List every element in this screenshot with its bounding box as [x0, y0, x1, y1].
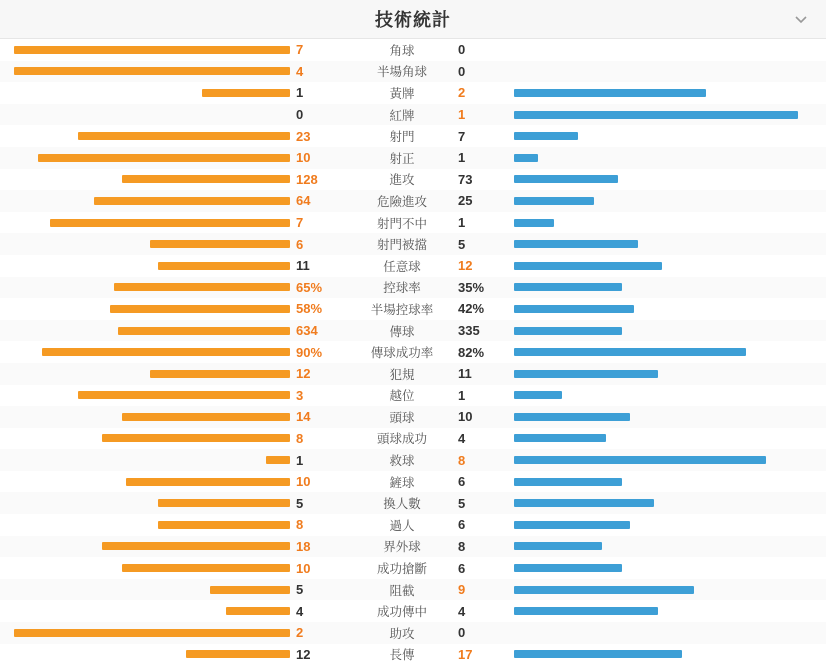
- stat-label: 界外球: [383, 540, 421, 555]
- away-bar: [514, 650, 682, 658]
- page-title: 技術統計: [375, 10, 451, 30]
- away-bar-cell: [514, 471, 826, 493]
- away-bar-cell: [514, 320, 826, 342]
- stat-label: 越位: [389, 389, 415, 404]
- stat-label: 阻截: [389, 583, 415, 598]
- stat-label: 角球: [389, 43, 415, 58]
- home-bar: [266, 456, 290, 464]
- home-bar: [122, 564, 290, 572]
- away-value: 0: [458, 42, 466, 58]
- home-value: 58%: [296, 301, 323, 317]
- home-bar-cell: [0, 169, 290, 191]
- away-value: 4: [458, 603, 466, 619]
- stat-label: 成功傳中: [376, 605, 427, 620]
- stat-row: [0, 385, 826, 407]
- stat-row: [0, 363, 826, 385]
- home-bar-cell: [0, 104, 290, 126]
- stat-label: 換人數: [383, 497, 421, 512]
- stat-row: [0, 622, 826, 644]
- home-value: 10: [296, 474, 311, 490]
- home-value: 1: [296, 85, 304, 101]
- away-value: 8: [458, 538, 466, 554]
- away-bar-cell: [514, 298, 826, 320]
- home-bar: [42, 348, 290, 356]
- away-bar-cell: [514, 39, 826, 61]
- home-bar: [202, 89, 290, 97]
- away-bar: [514, 478, 622, 486]
- home-bar-cell: [0, 363, 290, 385]
- away-value: 8: [458, 452, 466, 468]
- home-value: 2: [296, 625, 304, 641]
- stat-row: [0, 190, 826, 212]
- stat-row: [0, 104, 826, 126]
- home-bar: [38, 154, 290, 162]
- home-bar-cell: [0, 190, 290, 212]
- away-value: 0: [458, 63, 466, 79]
- stat-label: 射門被擋: [376, 238, 427, 253]
- away-value: 7: [458, 128, 466, 144]
- home-bar: [186, 650, 290, 658]
- home-bar-cell: [0, 514, 290, 536]
- stat-label: 危險進攻: [376, 194, 427, 209]
- home-value: 18: [296, 538, 311, 554]
- home-bar-cell: [0, 212, 290, 234]
- home-bar-cell: [0, 341, 290, 363]
- away-value: 9: [458, 582, 466, 598]
- stat-row: [0, 233, 826, 255]
- stat-row: [0, 147, 826, 169]
- away-value: 5: [458, 495, 466, 511]
- away-value: 1: [458, 215, 466, 231]
- away-value: 6: [458, 474, 466, 490]
- home-bar-cell: [0, 471, 290, 493]
- away-value: 11: [458, 366, 472, 382]
- stat-label: 射門: [389, 130, 415, 145]
- away-bar: [514, 413, 630, 421]
- panel-header[interactable]: [0, 0, 826, 39]
- away-value: 10: [458, 409, 473, 425]
- away-value: 73: [458, 171, 473, 187]
- away-bar-cell: [514, 169, 826, 191]
- home-bar: [14, 46, 290, 54]
- home-value: 64: [296, 193, 311, 209]
- home-value: 7: [296, 42, 304, 58]
- away-bar-cell: [514, 514, 826, 536]
- home-bar: [14, 67, 290, 75]
- away-bar-cell: [514, 341, 826, 363]
- stat-label: 頭球成功: [376, 432, 427, 447]
- away-value: 6: [458, 517, 466, 533]
- home-bar-cell: [0, 622, 290, 644]
- away-bar-cell: [514, 147, 826, 169]
- home-bar-cell: [0, 579, 290, 601]
- away-value: 1: [458, 387, 466, 403]
- home-value: 11: [296, 258, 310, 274]
- away-bar: [514, 499, 654, 507]
- away-value: 25: [458, 193, 473, 209]
- stat-row: [0, 169, 826, 191]
- home-value: 5: [296, 495, 304, 511]
- stat-label: 半場角球: [376, 65, 427, 80]
- away-bar: [514, 197, 594, 205]
- stat-label: 過人: [389, 518, 415, 533]
- home-bar: [126, 478, 290, 486]
- home-value: 6: [296, 236, 304, 252]
- home-bar: [122, 413, 290, 421]
- home-value: 5: [296, 582, 304, 598]
- stat-label: 任意球: [383, 259, 421, 274]
- home-bar-cell: [0, 39, 290, 61]
- stat-row: [0, 212, 826, 234]
- chevron-down-icon[interactable]: [794, 12, 808, 26]
- away-bar-cell: [514, 622, 826, 644]
- stat-label: 成功搶斷: [376, 562, 427, 577]
- stat-row: [0, 492, 826, 514]
- away-bar-cell: [514, 492, 826, 514]
- away-bar-cell: [514, 406, 826, 428]
- away-value: 42%: [458, 301, 485, 317]
- stat-row: [0, 82, 826, 104]
- home-value: 7: [296, 215, 304, 231]
- home-bar-cell: [0, 233, 290, 255]
- stats-rows: [0, 39, 826, 665]
- away-bar: [514, 456, 766, 464]
- stat-row: [0, 579, 826, 601]
- away-value: 6: [458, 560, 466, 576]
- stat-row: [0, 320, 826, 342]
- away-value: 2: [458, 85, 466, 101]
- home-bar: [110, 305, 290, 313]
- home-bar-cell: [0, 449, 290, 471]
- stat-row: [0, 428, 826, 450]
- home-value: 3: [296, 387, 304, 403]
- stat-label: 救球: [389, 454, 415, 469]
- stat-row: [0, 557, 826, 579]
- away-bar-cell: [514, 125, 826, 147]
- away-bar: [514, 327, 622, 335]
- home-value: 10: [296, 560, 311, 576]
- away-bar-cell: [514, 61, 826, 83]
- away-bar: [514, 542, 602, 550]
- away-bar-cell: [514, 82, 826, 104]
- away-value: 35%: [458, 279, 485, 295]
- away-bar: [514, 564, 622, 572]
- away-bar: [514, 240, 638, 248]
- stat-row: [0, 644, 826, 666]
- away-bar-cell: [514, 104, 826, 126]
- stat-label: 鏟球: [389, 475, 415, 490]
- home-bar-cell: [0, 557, 290, 579]
- stat-row: [0, 277, 826, 299]
- home-bar-cell: [0, 385, 290, 407]
- stat-row: [0, 341, 826, 363]
- home-bar: [94, 197, 290, 205]
- home-value: 90%: [296, 344, 323, 360]
- stat-label: 傳球: [389, 324, 415, 339]
- home-bar-cell: [0, 644, 290, 666]
- home-bar-cell: [0, 428, 290, 450]
- stat-row: [0, 514, 826, 536]
- stat-label: 射正: [389, 151, 415, 166]
- away-bar-cell: [514, 579, 826, 601]
- away-bar: [514, 607, 658, 615]
- away-bar: [514, 586, 694, 594]
- home-bar-cell: [0, 82, 290, 104]
- home-value: 634: [296, 323, 318, 339]
- stat-row: [0, 39, 826, 61]
- home-bar-cell: [0, 125, 290, 147]
- away-bar-cell: [514, 190, 826, 212]
- away-bar-cell: [514, 212, 826, 234]
- home-bar-cell: [0, 406, 290, 428]
- away-bar-cell: [514, 557, 826, 579]
- home-value: 65%: [296, 279, 323, 295]
- away-bar-cell: [514, 233, 826, 255]
- home-value: 14: [296, 409, 311, 425]
- home-value: 23: [296, 128, 311, 144]
- away-bar-cell: [514, 385, 826, 407]
- home-value: 0: [296, 107, 304, 123]
- away-bar: [514, 370, 658, 378]
- away-bar-cell: [514, 277, 826, 299]
- home-bar-cell: [0, 320, 290, 342]
- away-bar: [514, 521, 630, 529]
- home-bar: [158, 262, 290, 270]
- home-bar: [14, 629, 290, 637]
- stat-label: 紅牌: [389, 108, 415, 123]
- away-value: 12: [458, 258, 473, 274]
- stat-row: [0, 471, 826, 493]
- home-value: 10: [296, 150, 311, 166]
- home-bar: [158, 499, 290, 507]
- home-value: 8: [296, 430, 304, 446]
- home-bar: [78, 132, 290, 140]
- stat-row: [0, 600, 826, 622]
- home-value: 8: [296, 517, 304, 533]
- away-bar: [514, 434, 606, 442]
- away-bar-cell: [514, 644, 826, 666]
- stat-row: [0, 406, 826, 428]
- home-bar: [102, 542, 290, 550]
- away-bar-cell: [514, 255, 826, 277]
- away-bar-cell: [514, 536, 826, 558]
- away-bar: [514, 132, 578, 140]
- away-bar-cell: [514, 600, 826, 622]
- home-bar-cell: [0, 492, 290, 514]
- away-value: 0: [458, 625, 466, 641]
- away-bar-cell: [514, 428, 826, 450]
- home-bar-cell: [0, 255, 290, 277]
- away-value: 82%: [458, 344, 485, 360]
- away-bar: [514, 305, 634, 313]
- away-bar-cell: [514, 449, 826, 471]
- away-bar: [514, 283, 622, 291]
- stat-label: 頭球: [389, 410, 415, 425]
- home-value: 12: [296, 366, 311, 382]
- home-bar: [150, 240, 290, 248]
- away-bar: [514, 154, 538, 162]
- home-bar: [102, 434, 290, 442]
- stat-label: 傳球成功率: [370, 346, 434, 361]
- home-bar-cell: [0, 298, 290, 320]
- home-bar: [78, 391, 290, 399]
- home-value: 12: [296, 646, 311, 662]
- away-bar: [514, 89, 706, 97]
- away-value: 5: [458, 236, 466, 252]
- away-value: 1: [458, 150, 466, 166]
- away-value: 335: [458, 323, 480, 339]
- home-bar-cell: [0, 536, 290, 558]
- away-bar-cell: [514, 363, 826, 385]
- stat-label: 助攻: [389, 626, 415, 641]
- away-value: 17: [458, 646, 473, 662]
- home-bar: [118, 327, 290, 335]
- home-value: 4: [296, 603, 304, 619]
- home-value: 1: [296, 452, 304, 468]
- away-bar: [514, 175, 618, 183]
- stat-label: 半場控球率: [370, 302, 434, 317]
- stat-label: 射門不中: [376, 216, 427, 231]
- home-value: 4: [296, 63, 304, 79]
- home-bar-cell: [0, 600, 290, 622]
- home-value: 128: [296, 171, 318, 187]
- home-bar: [226, 607, 290, 615]
- stat-label: 黃牌: [389, 86, 415, 101]
- home-bar: [50, 219, 290, 227]
- stat-row: [0, 125, 826, 147]
- stat-row: [0, 449, 826, 471]
- home-bar: [114, 283, 290, 291]
- stat-label: 進攻: [389, 173, 415, 188]
- stat-row: [0, 255, 826, 277]
- home-bar-cell: [0, 61, 290, 83]
- away-bar: [514, 111, 798, 119]
- stat-label: 犯規: [389, 367, 415, 382]
- stat-row: [0, 536, 826, 558]
- stat-row: [0, 61, 826, 83]
- home-bar: [158, 521, 290, 529]
- away-bar: [514, 219, 554, 227]
- away-bar: [514, 391, 562, 399]
- home-bar: [150, 370, 290, 378]
- home-bar: [122, 175, 290, 183]
- away-value: 1: [458, 107, 466, 123]
- stat-label: 控球率: [383, 281, 421, 296]
- away-value: 4: [458, 430, 466, 446]
- stat-row: [0, 298, 826, 320]
- stat-label: 長傳: [389, 648, 415, 663]
- home-bar-cell: [0, 147, 290, 169]
- away-bar: [514, 348, 746, 356]
- home-bar-cell: [0, 277, 290, 299]
- home-bar: [210, 586, 290, 594]
- away-bar: [514, 262, 662, 270]
